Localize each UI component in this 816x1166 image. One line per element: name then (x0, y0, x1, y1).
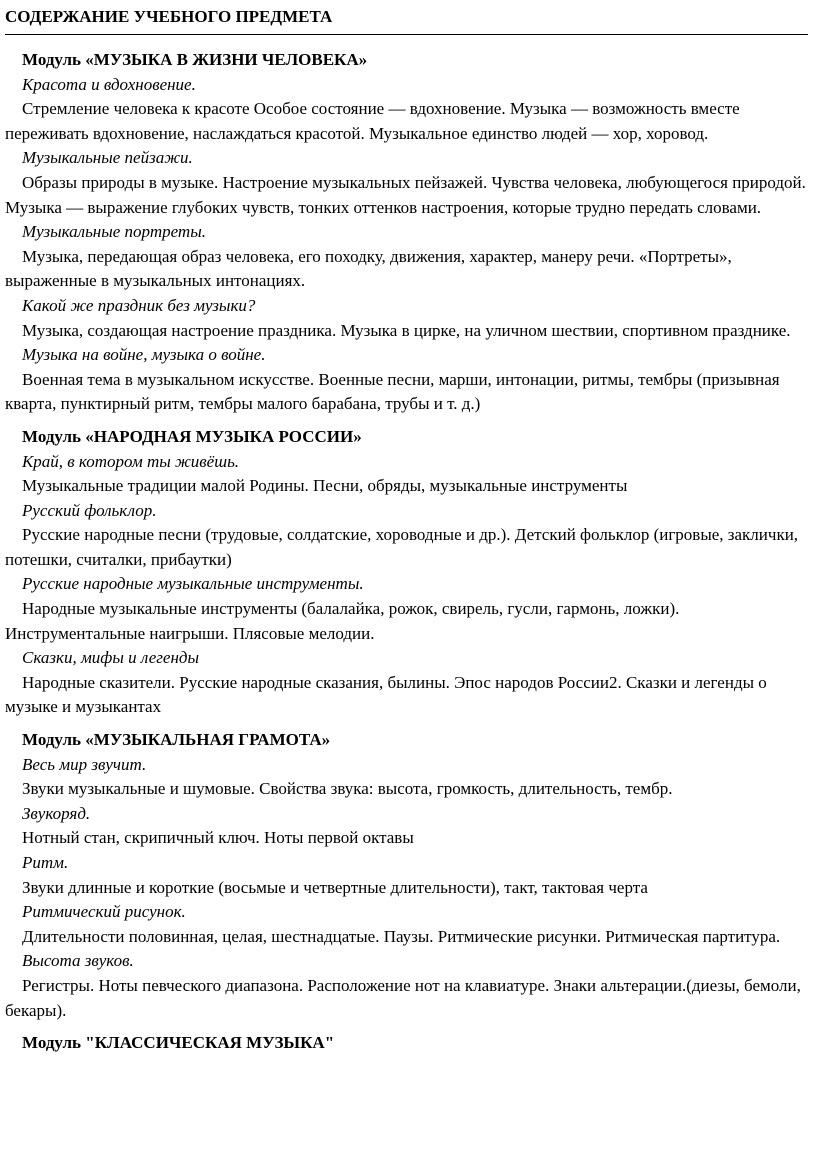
topic-text: Народные сказители. Русские народные сказания, былины. Эпос народов России2. Сказки и легенды о музыке и музыкантах (5, 672, 767, 717)
topic-heading: Русские народные музыкальные инструменты. (22, 574, 364, 594)
topic-heading: Весь мир звучит. (22, 754, 147, 774)
module-music-literacy (5, 728, 808, 1023)
topic-heading: Ритм. (22, 853, 69, 872)
topic-text: Нотный стан, скрипичный ключ. Ноты первой октавы (22, 828, 414, 848)
module-folk-music (5, 425, 808, 720)
topic-text: Стремление человека к красоте Особое состояние — вдохновение. Музыка — возможность вместе переживать вдохновение, наслаждаться красотой. Музыкальное единство людей — хор, хоровод. (5, 99, 740, 143)
topic-text: Музыка, создающая настроение праздника. Музыка в цирке, на уличном шествии, спортивном празднике. (22, 320, 791, 340)
topic-text: Музыка, передающая образ человека, его походку, движения, характер, манеру речи. «Портреты», выраженные в музыкальных интонациях. (5, 246, 732, 291)
topic-text: Звуки музыкальные и шумовые. Свойства звука: высота, громкость, длительность, тембр. (22, 779, 673, 799)
topic-heading: Какой же праздник без музыки? (22, 295, 256, 315)
topic-text: Образы природы в музыке. Настроение музыкальных пейзажей. Чувства человека, любующегося природой. Музыка — выражение глубоких чувств, тонких оттенков настроения, которые трудно передать словами. (5, 172, 806, 217)
document-title: СОДЕРЖАНИЕ УЧЕБНОГО ПРЕДМЕТА (5, 6, 808, 35)
module-classical-music (5, 1031, 808, 1056)
module-music-in-life (5, 48, 808, 417)
topic-heading: Русский фольклор. (22, 500, 157, 520)
module-title: Модуль «МУЗЫКАЛЬНАЯ ГРАМОТА» (22, 730, 331, 750)
document-content (5, 48, 808, 1064)
topic-heading: Музыкальные пейзажи. (22, 148, 193, 168)
topic-text: Звуки длинные и короткие (восьмые и четвертные длительности), такт, тактовая черта (22, 877, 648, 897)
topic-heading: Край, в котором ты живёшь. (22, 451, 240, 471)
topic-text: Длительности половинная, целая, шестнадцатые. Паузы. Ритмические рисунки. Ритмическая партитура. (22, 926, 781, 946)
topic-heading: Ритмический рисунок. (22, 902, 186, 922)
topic-text: Военная тема в музыкальном искусстве. Военные песни, марши, интонации, ритмы, тембры (призывная кварта, пунктирный ритм, тембры малого барабана, трубы и т. д.) (5, 369, 780, 414)
topic-text: Русские народные песни (трудовые, солдатские, хороводные и др.). Детский фольклор (игровые, заклички, потешки, считалки, прибаутки) (5, 525, 799, 569)
topic-text: Музыкальные традиции малой Родины. Песни, обряды, музыкальные инструменты (22, 476, 628, 496)
topic-heading: Музыка на войне, музыка о войне. (22, 345, 266, 365)
topic-heading: Высота звуков. (22, 951, 134, 971)
module-title: Модуль «НАРОДНАЯ МУЗЫКА РОССИИ» (22, 426, 362, 446)
topic-heading: Красота и вдохновение. (22, 74, 196, 94)
topic-heading: Звукоряд. (22, 803, 91, 823)
topic-heading: Сказки, мифы и легенды (22, 648, 199, 668)
topic-text: Народные музыкальные инструменты (балалайка, рожок, свирель, гусли, гармонь, ложки). Инструментальные наигрыши. Плясовые мелодии. (5, 599, 680, 643)
topic-text: Регистры. Ноты певческого диапазона. Расположение нот на клавиатуре. Знаки альтерации.(диезы, бемоли, бекары). (5, 975, 801, 1020)
topic-heading: Музыкальные портреты. (22, 222, 206, 242)
module-title: Модуль «МУЗЫКА В ЖИЗНИ ЧЕЛОВЕКА» (22, 50, 368, 69)
module-title: Модуль "КЛАССИЧЕСКАЯ МУЗЫКА" (22, 1033, 335, 1053)
